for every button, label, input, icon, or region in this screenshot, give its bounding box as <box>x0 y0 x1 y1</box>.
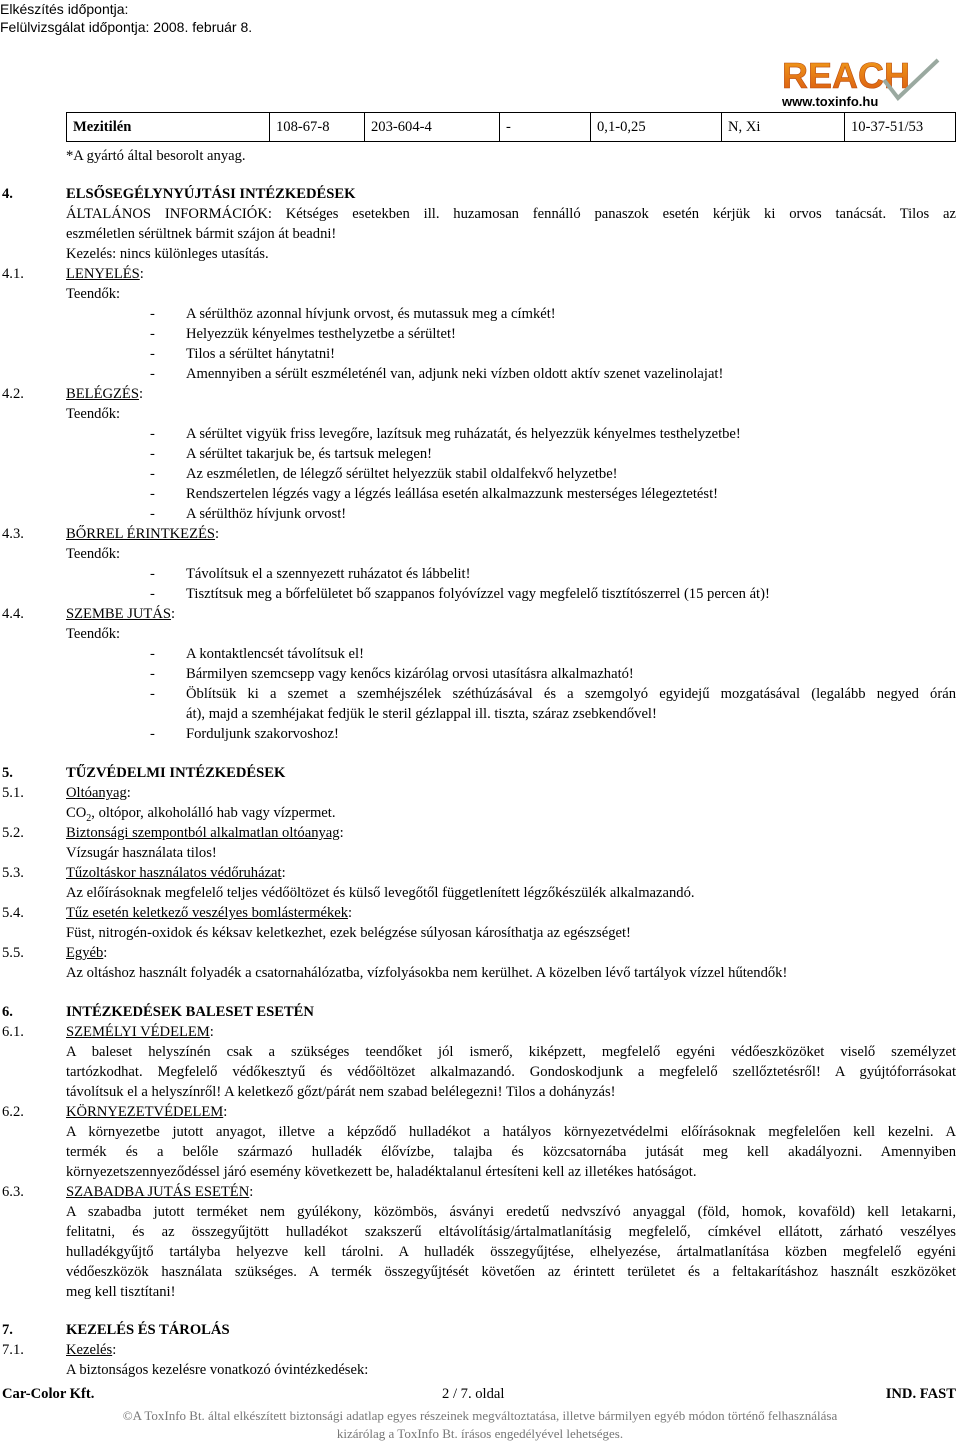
sub-5-2-text: Vízsugár használata tilos! <box>66 845 217 861</box>
sub-4-2-number: 4.2. <box>2 386 24 402</box>
list-item: - A sérültet takarjuk be, és tartsuk melegen! <box>150 446 432 462</box>
reach-logo <box>780 54 940 112</box>
todo-label: Teendők: <box>66 626 121 642</box>
prepared-date-label: Elkészítés időpontja: <box>0 1 129 17</box>
sub-5-3-number: 5.3. <box>2 865 24 881</box>
table-cell-rphrases: 10-37-51/53 <box>845 113 956 142</box>
list-item: - Az eszméletlen, de lélegző sérültet helyezzük stabil oldalfekvő helyzetbe! <box>150 466 618 482</box>
sub-5-4-title: Tűz esetén keletkező veszélyes bomlástermékek <box>66 905 349 921</box>
todo-label: Teendők: <box>66 546 121 562</box>
sub-6-2-number: 6.2. <box>2 1104 24 1120</box>
list-item-continuation: át), majd a szemhéjakat fedjük le steril gézlappal ill. tiszta, száraz zsebkendővel! <box>186 706 657 722</box>
logo-brand: REACH <box>782 55 911 96</box>
section5-title: TŰZVÉDELMI INTÉZKEDÉSEK <box>66 765 286 781</box>
footer-page-number: 2 / 7. oldal <box>442 1386 505 1402</box>
sub-4-1-title: LENYELÉS <box>66 266 140 282</box>
sub-4-1-heading: LENYELÉS: <box>66 266 144 282</box>
copyright-line1: ©A ToxInfo Bt. által elkészített biztonsági adatlap egyes részeinek megváltoztatása, illetve bármilyen egyéb módon történő felhasználása <box>122 1408 838 1423</box>
sub-4-3-heading: BŐRREL ÉRINTKEZÉS: <box>66 526 220 542</box>
sub-4-1-number: 4.1. <box>2 266 24 282</box>
table-cell-cas: 108-67-8 <box>270 113 365 142</box>
section4-general-line2: eszméletlen sérültnek bármit szájon át beadni! <box>66 226 337 242</box>
section6-title: INTÉZKEDÉSEK BALESET ESETÉN <box>66 1004 314 1020</box>
paragraph-line: meg kell tisztítani! <box>66 1284 176 1300</box>
sub-4-4-title: SZEMBE JUTÁS <box>66 606 172 622</box>
sub-4-3-number: 4.3. <box>2 526 24 542</box>
section4-handling: Kezelés: nincs különleges utasítás. <box>66 246 269 262</box>
section4-general-line1: ÁLTALÁNOS INFORMÁCIÓK: Kétséges esetekben ill. huzamosan fennálló panaszok esetén kérjük ki orvos tanácsát. Tilos az <box>66 206 956 222</box>
sub-7-1-title: Kezelés <box>66 1342 113 1358</box>
paragraph-line: hulladékgyűjtő tartályba helyezve kell tárolni. A hulladék összegyűjtése, elhelyezése, ártalmatlanítása közben megfelelő egyéni <box>66 1244 956 1260</box>
table-cell-name: Mezitilén <box>67 113 270 142</box>
sub-4-4-number: 4.4. <box>2 606 24 622</box>
todo-label: Teendők: <box>66 286 121 302</box>
sub-7-1-number: 7.1. <box>2 1342 24 1358</box>
table-cell-index: - <box>500 113 591 142</box>
todo-label: Teendők: <box>66 406 121 422</box>
sub-5-3-title: Tűzoltáskor használatos védőruházat <box>66 865 282 881</box>
list-item: - Helyezzük kényelmes testhelyzetbe a sérültet! <box>150 326 456 342</box>
footer-product: IND. FAST <box>885 1386 956 1402</box>
sub-4-2-heading: BELÉGZÉS: <box>66 386 144 402</box>
sub-6-1-title: SZEMÉLYI VÉDELEM <box>66 1024 210 1040</box>
list-item: - Rendszertelen légzés vagy a légzés leállása esetén alkalmazzunk mesterséges lélegeztetést! <box>150 486 719 502</box>
section4-number: 4. <box>2 186 13 202</box>
paragraph-line: környezetszennyeződéssel járó esemény következett be, haladéktalanul értesíteni kell az illetékes hatóságot. <box>66 1164 697 1180</box>
list-item: - Öblítsük ki a szemet a szemhéjszélek széthúzásával és a szemgolyó egyidejű mozgatásával (legalább negyed órán <box>150 686 956 702</box>
sub-6-2-title: KÖRNYEZETVÉDELEM <box>66 1104 224 1120</box>
list-item: - Tisztítsuk meg a bőrfelületet bő szappanos folyóvízzel vagy megfelelő tisztítószerrel (15 percen át)! <box>150 586 770 602</box>
section7-number: 7. <box>2 1322 13 1338</box>
list-item: - A sérülthöz hívjunk orvost! <box>150 506 347 522</box>
paragraph-line: termék és a belőle származó hulladék élővízbe, talajba és közcsatornába jutását meg kell akadályozni. Amennyiben <box>66 1144 956 1160</box>
revision-date-label: Felülvizsgálat időpontja: 2008. február 8. <box>0 19 253 35</box>
paragraph-line: A szabadba jutott terméket nem gyúlékony, közömbös, ásványi eredetű nedvszívó anyaggal (föld, homok, kovaföld) kell letakarni, <box>66 1204 956 1220</box>
sub-5-4-number: 5.4. <box>2 905 24 921</box>
sub-6-3-title: SZABADBA JUTÁS ESETÉN <box>66 1184 250 1200</box>
manufacturer-note: *A gyártó által besorolt anyag. <box>66 148 246 164</box>
list-item: - Bármilyen szemcsepp vagy kenőcs kizárólag orvosi utasításra alkalmazható! <box>150 666 634 682</box>
sub-7-1-text: A biztonságos kezelésre vonatkozó óvintézkedések: <box>66 1362 369 1378</box>
section7-title: KEZELÉS ÉS TÁROLÁS <box>66 1322 230 1338</box>
section4-title: ELSŐSEGÉLYNYÚJTÁSI INTÉZKEDÉSEK <box>66 186 356 202</box>
section6-number: 6. <box>2 1004 13 1020</box>
component-table <box>66 112 956 142</box>
paragraph-line: védőeszközök használata szükséges. A termék összegyűjtését követően az érintett területet és a feltakarításhoz használt eszközöket <box>66 1264 956 1280</box>
sub-6-3-number: 6.3. <box>2 1184 24 1200</box>
paragraph-line: felitatni, és az összegyűjtött hulladékot szakszerű eltávolításig/ártalmatlanításig megfelelő, címkével ellátott, zárható veszélyes <box>66 1224 956 1240</box>
table-cell-ec: 203-604-4 <box>365 113 500 142</box>
sub-5-3-text: Az előírásoknak megfelelő teljes védőöltözet és külső levegőtől függetlenített légzőkészülék alkalmazandó. <box>66 885 695 901</box>
footer-company: Car-Color Kft. <box>2 1386 95 1402</box>
paragraph-line: távolítsuk el a helyszínről! A keletkező gőzt/párát nem szabad belélegezni! Tilos a dohányzás! <box>66 1084 616 1100</box>
sub-4-4-heading: SZEMBE JUTÁS: <box>66 606 176 622</box>
copyright-line2: kizárólag a ToxInfo Bt. írásos engedélyével lehetséges. <box>336 1426 624 1441</box>
sub-4-2-title: BELÉGZÉS <box>66 386 139 402</box>
paragraph-line: A környezetbe jutott anyagot, illetve a képződő hulladékot a hatályos környezetvédelmi előírásoknak megfelelően kell kezelni. A <box>66 1124 956 1140</box>
sub-6-1-number: 6.1. <box>2 1024 24 1040</box>
sub-5-4-text: Füst, nitrogén-oxidok és kéksav keletkezhet, ezek belégzése súlyosan károsíthatja az egészséget! <box>66 925 631 941</box>
sub-4-3-title: BŐRREL ÉRINTKEZÉS <box>66 526 216 542</box>
list-item: - Távolítsuk el a szennyezett ruházatot és lábbelit! <box>150 566 471 582</box>
sub-5-5-title: Egyéb <box>66 945 104 961</box>
paragraph-line: tartózkodhat. Megfelelő védőkesztyű és védőöltözet alkalmazandó. Gondoskodjunk a megfelelő szellőztetésről! A gyújtóforrásokat <box>66 1064 956 1080</box>
list-item: - A kontaktlencsét távolítsuk el! <box>150 646 364 662</box>
sub-5-2-number: 5.2. <box>2 825 24 841</box>
list-item: - A sérültet vigyük friss levegőre, lazítsuk meg ruházatát, és helyezzük kényelmes testhelyzetbe! <box>150 426 741 442</box>
paragraph-line: A baleset helyszínén csak a szükséges teendőket jól ismerő, kiképzett, megfelelő egyéni védőeszközöket viselő személyzet <box>66 1044 956 1060</box>
section5-number: 5. <box>2 765 13 781</box>
table-cell-symbol: N, Xi <box>722 113 845 142</box>
sub-5-1-number: 5.1. <box>2 785 24 801</box>
list-item: - Forduljunk szakorvoshoz! <box>150 726 339 742</box>
sub-5-1-text: $CO_2$, oltópor, alkoholálló hab vagy vízpermet. <box>66 805 336 824</box>
list-item: - Amennyiben a sérült eszméleténél van, adjunk neki vízben oldott aktív szenet vazelinolajat! <box>150 366 724 382</box>
table-row <box>67 113 956 142</box>
list-item: - Tilos a sérültet hánytatni! <box>150 346 336 362</box>
sub-5-5-number: 5.5. <box>2 945 24 961</box>
sub-5-1-title: Oltóanyag <box>66 785 127 801</box>
logo-url: www.toxinfo.hu <box>782 94 879 109</box>
list-item: - A sérülthöz azonnal hívjunk orvost, és mutassuk meg a címkét! <box>150 306 556 322</box>
sub-5-5-text: Az oltáshoz használt folyadék a csatornahálózatba, vízfolyásokba nem kerülhet. A közelben lévő tartályok vízzel hűtendők! <box>66 965 788 981</box>
sub-5-2-title: Biztonsági szempontból alkalmatlan oltóanyag <box>66 825 340 841</box>
table-cell-concentration: 0,1-0,25 <box>591 113 722 142</box>
